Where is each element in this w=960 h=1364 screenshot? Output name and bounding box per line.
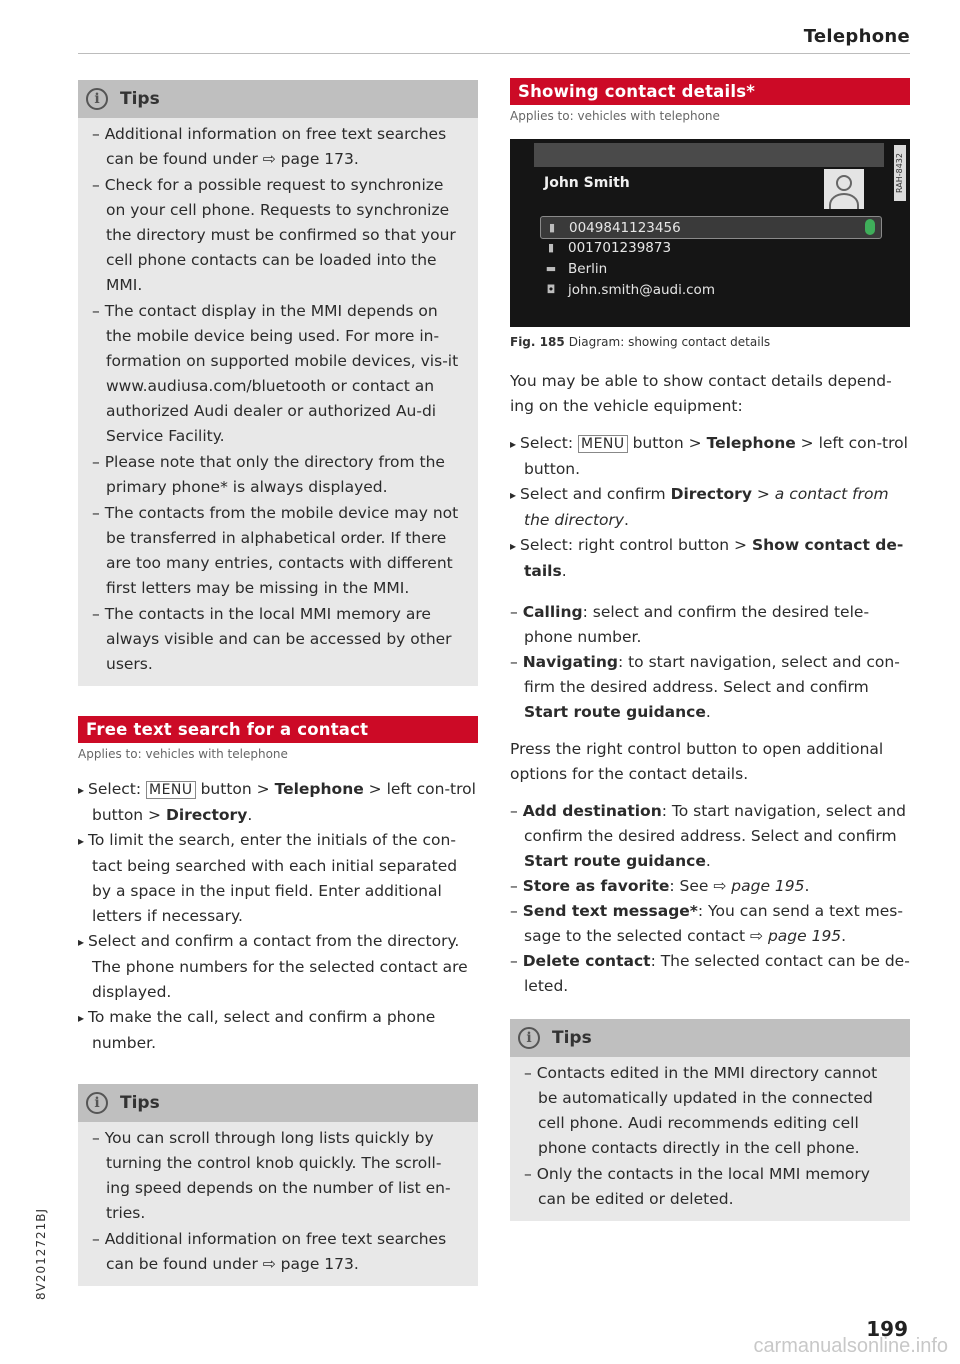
- action-item: – Navigating: to start navigation, select and con-firm the desired address. Select and confirm Start route guidance.: [510, 650, 910, 725]
- tips-header: [78, 1084, 478, 1122]
- step-item: ▸ To make the call, select and confirm a phone number.: [78, 1005, 478, 1056]
- applies-to: Applies to: vehicles with telephone: [78, 747, 288, 761]
- tip-item: – You can scroll through long lists quickly by turning the control knob quickly. The scroll-ing speed depends on the number of list en-tries.: [92, 1126, 464, 1226]
- tip-item: – Only the contacts in the local MMI memory can be edited or deleted.: [524, 1162, 896, 1212]
- watermark: carmanualsonline.info: [753, 1335, 948, 1357]
- header-rule: [78, 53, 910, 54]
- contact-row-address: ▬ Berlin: [545, 260, 608, 277]
- applies-to: Applies to: vehicles with telephone: [510, 109, 720, 123]
- right-column: [510, 78, 910, 1221]
- options-list: [510, 799, 910, 999]
- tip-item: – Check for a possible request to synchronize on your cell phone. Requests to synchronize the directory must be confirmed so that your cell phone contacts can be loaded into the MMI.: [92, 173, 464, 298]
- tips-list: [510, 1057, 910, 1212]
- option-item: – Send text message*: You can send a text mes-sage to the selected contact ⇨ page 195.: [510, 899, 910, 949]
- tips-title: Tips: [120, 1093, 160, 1113]
- tip-item: – Please note that only the directory from the primary phone* is always displayed.: [92, 450, 464, 500]
- figure-code: RAH-8432: [894, 145, 906, 201]
- info-icon: i: [86, 1092, 108, 1114]
- tips-title: Tips: [120, 89, 160, 109]
- tips-box-2: [78, 1084, 478, 1286]
- menu-key: MENU: [578, 435, 628, 453]
- tips-header: [510, 1019, 910, 1057]
- tip-item: – The contact display in the MMI depends on the mobile device being used. For more in-formation on supported mobile devices, vis-it www.audiusa.com/bluetooth or contact an authorized Audi dealer or authorized Au-di Service Facility.: [92, 299, 464, 449]
- tips-box-3: [510, 1019, 910, 1221]
- contact-name: John Smith: [544, 175, 630, 191]
- free-text-search-section: [78, 716, 478, 1056]
- menu-key: MENU: [146, 781, 196, 799]
- tip-item: – Additional information on free text searches can be found under ⇨ page 173.: [92, 1227, 464, 1277]
- tip-item: – The contacts in the local MMI memory are always visible and can be accessed by other users.: [92, 602, 464, 677]
- contact-row-mobile: ▮ 001701239873: [540, 237, 880, 258]
- tip-item: – The contacts from the mobile device may not be transferred in alphabetical order. If there are too many entries, contacts with different first letters may be missing in the MMI.: [92, 501, 464, 601]
- tips-list: [78, 1122, 478, 1277]
- action-item: – Calling: select and confirm the desired tele-phone number.: [510, 600, 910, 650]
- email-icon: ◘: [546, 283, 556, 296]
- info-icon: i: [86, 88, 108, 110]
- option-item: – Store as favorite: See ⇨ page 195.: [510, 874, 910, 899]
- screen-top-bar: [534, 143, 884, 167]
- step-item: ▸ To limit the search, enter the initials of the con-tact being searched with each initial separated by a space in the input field. Enter additional letters if necessary.: [78, 828, 478, 929]
- option-item: – Add destination: To start navigation, select and confirm the desired address. Select and confirm Start route guidance.: [510, 799, 910, 874]
- tips-box-1: [78, 80, 478, 686]
- section-heading: Free text search for a contact: [78, 716, 478, 743]
- actions-list: [510, 600, 910, 725]
- contact-row-email: ◘ john.smith@audi.com: [540, 279, 880, 300]
- section-heading: Showing contact details*: [510, 78, 910, 105]
- contact-avatar-icon: [824, 169, 864, 209]
- tips-list: [78, 118, 478, 677]
- call-indicator-icon: [865, 219, 875, 235]
- step-item: ▸ Select: right control button > Show contact de-tails.: [510, 533, 910, 584]
- tips-title: Tips: [552, 1028, 592, 1048]
- left-column: [78, 80, 478, 1286]
- phone-icon: ▮: [548, 221, 556, 234]
- info-icon: i: [518, 1027, 540, 1049]
- contact-details-figure: [510, 139, 910, 327]
- option-item: – Delete contact: The selected contact can be de-leted.: [510, 949, 910, 999]
- steps-list: [78, 777, 478, 1056]
- figure-caption: Fig. 185 Diagram: showing contact details: [510, 335, 771, 349]
- tips-header: [78, 80, 478, 118]
- page-number: 199: [866, 1317, 908, 1341]
- step-item: ▸ Select: MENU button > Telephone > left con-trol button.: [510, 431, 910, 482]
- mobile-icon: ▮: [547, 241, 555, 254]
- options-paragraph: Press the right control button to open additional options for the contact details.: [510, 740, 884, 783]
- step-item: ▸ Select: MENU button > Telephone > left con-trol button > Directory.: [78, 777, 478, 828]
- page-header-title: Telephone: [803, 26, 910, 47]
- step-item: ▸ Select and confirm a contact from the directory. The phone numbers for the selected contact are displayed.: [78, 929, 478, 1005]
- tip-item: – Additional information on free text searches can be found under ⇨ page 173.: [92, 122, 464, 172]
- home-address-icon: ▬: [545, 262, 557, 275]
- side-document-code: 8V2012721BJ: [34, 1207, 48, 1300]
- intro-paragraph: You may be able to show contact details depend-ing on the vehicle equipment:: [510, 372, 892, 415]
- contact-row-phone: ▮ 0049841123456: [540, 216, 882, 239]
- tip-item: – Contacts edited in the MMI directory cannot be automatically updated in the connected cell phone. Audi recommends editing cell phone contacts directly in the cell phone.: [524, 1061, 896, 1161]
- steps-list: [510, 431, 910, 584]
- step-item: ▸ Select and confirm Directory > a contact from the directory.: [510, 482, 910, 533]
